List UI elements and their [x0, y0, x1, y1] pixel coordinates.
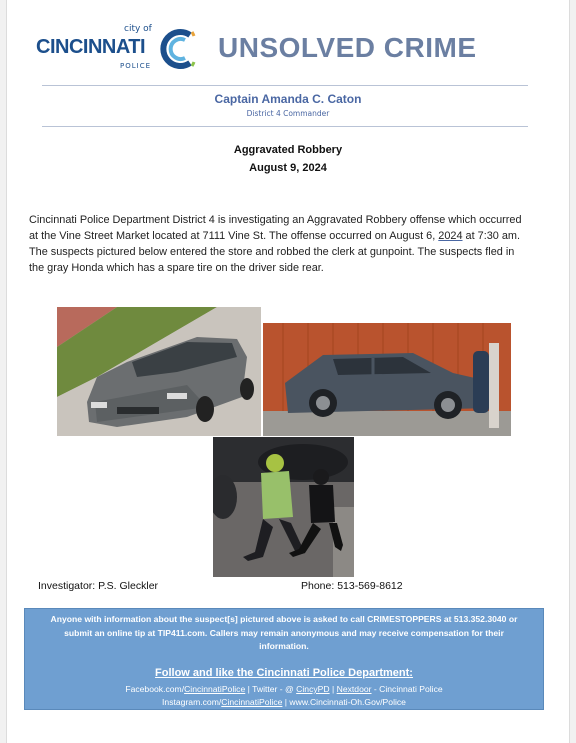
suspect-vehicle-photo-front — [57, 307, 261, 436]
narrative-part-2: at 7:30 am. The suspects pictured below entered the store and robbed the clerk at gunpoint. The suspects fled in the gray Honda which has a spare tire on the driver side rear. — [29, 230, 521, 274]
social-line-2 — [25, 696, 543, 709]
suspects-photo — [213, 437, 354, 577]
crime-type: Aggravated Robbery — [233, 144, 343, 156]
incident-narrative — [29, 212, 529, 276]
instagram-prefix: Instagram.com/ — [162, 696, 222, 707]
crime-date: August 9, 2024 — [249, 162, 327, 174]
suspect-vehicle-photo-side — [263, 323, 511, 436]
logo-wordmark: CINCINNATI — [36, 36, 146, 58]
cincinnati-police-logo — [36, 24, 200, 76]
narrative-year: 2024 — [438, 230, 463, 242]
website-link[interactable]: | www.Cincinnati-Oh.Gov/Police — [282, 696, 406, 707]
tip-instructions: Anyone with information about the suspect[s] pictured above is asked to call CRIMESTOPPERS at 513.352.3040 or submit an online tip at TIP411.com. Callers may remain anonymous and may receive compensation for their information. — [50, 614, 518, 651]
bottom-divider — [42, 126, 528, 127]
commander-name: Captain Amanda C. Caton — [214, 92, 362, 106]
page-title: UNSOLVED CRIME — [218, 32, 477, 63]
follow-heading: Follow and like the Cincinnati Police Department: — [155, 667, 413, 679]
narrative-part-1: Cincinnati Police Department District 4 is investigating an Aggravated Robbery offense which occurred at the Vine Street Market located at 7111 Vine St. The offense occurred on August 6, — [29, 214, 522, 242]
facebook-link[interactable]: CincinnatiPolice — [184, 684, 246, 694]
crimestoppers-info-box — [24, 608, 544, 710]
logo-c-mark-icon — [154, 26, 200, 72]
twitter-link[interactable]: CincyPD — [296, 684, 330, 694]
nextdoor-suffix: - Cincinnati Police — [371, 684, 443, 694]
twitter-prefix: | Twitter - @ — [245, 684, 297, 694]
social-links — [25, 683, 543, 708]
logo-police: POLICE — [120, 62, 152, 70]
nextdoor-link[interactable]: Nextdoor — [336, 684, 372, 694]
investigator-phone: Phone: 513-569-8612 — [301, 580, 403, 592]
investigator-name: Investigator: P.S. Gleckler — [38, 580, 159, 592]
logo-city-of: city of — [124, 24, 152, 34]
separator: | — [329, 684, 337, 694]
social-line-1 — [25, 683, 543, 696]
instagram-link[interactable]: CincinnatiPolice — [221, 696, 283, 707]
facebook-prefix: Facebook.com/ — [125, 684, 185, 694]
top-divider — [42, 85, 528, 86]
commander-title: District 4 Commander — [246, 109, 330, 118]
